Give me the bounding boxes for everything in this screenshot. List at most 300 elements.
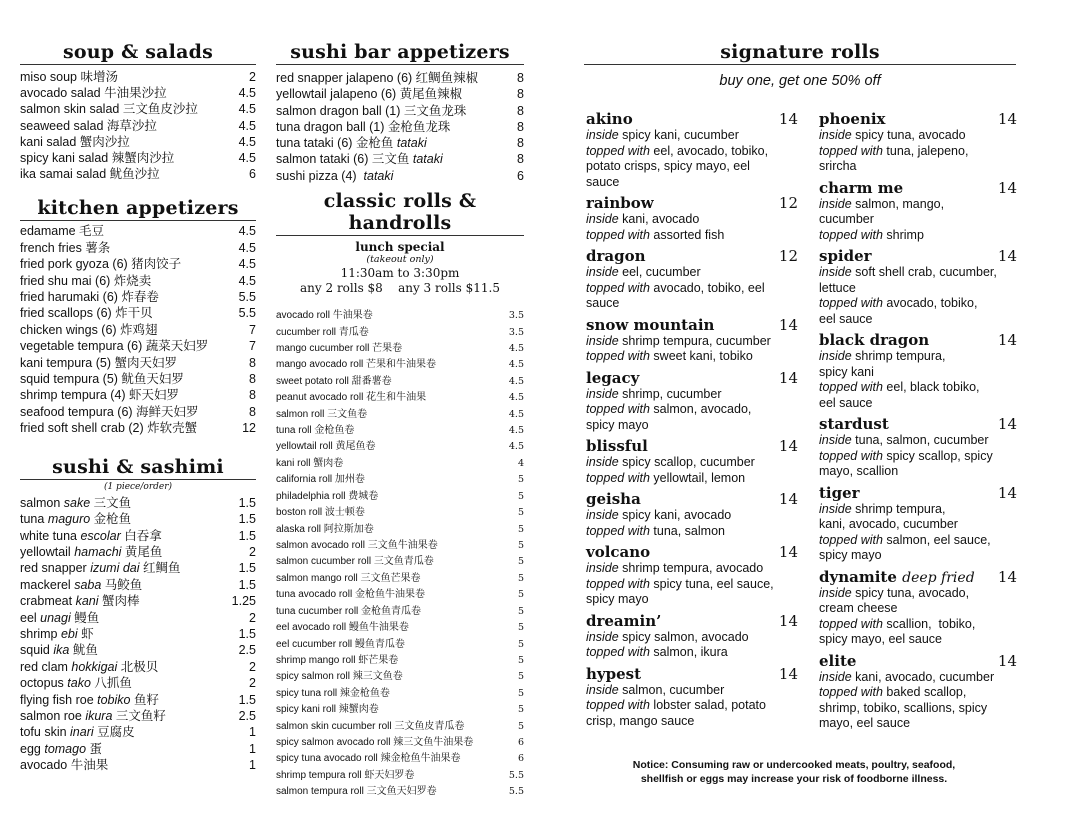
roll-desc-line xyxy=(819,197,1017,213)
item-price: 1.5 xyxy=(238,528,256,543)
roll-name-text: phoenix xyxy=(819,110,886,128)
menu-item xyxy=(20,593,256,609)
roll-desc-label: inside xyxy=(586,682,619,697)
signature-roll xyxy=(586,665,798,730)
menu-item xyxy=(20,626,256,642)
roll-price: 14 xyxy=(997,331,1017,349)
lunch-special-note: (takeout only) xyxy=(366,254,434,266)
signature-roll xyxy=(819,331,1017,411)
item-name-cn: 黄尾鱼 xyxy=(121,544,163,559)
roll-desc-text: eel, avocado, tobiko, xyxy=(649,143,769,158)
item-name xyxy=(276,86,462,102)
item-price: 5.5 xyxy=(508,769,524,781)
sushi-sashimi-title: sushi & sashimi xyxy=(20,456,256,480)
roll-desc-text: tuna, jalepeno, xyxy=(882,143,969,158)
signature-subtitle: buy one, get one 50% off xyxy=(719,73,881,89)
roll-desc-label: topped with xyxy=(586,143,650,158)
item-price: 5 xyxy=(517,556,524,568)
item-name xyxy=(276,103,466,119)
item-name: eel cucumber roll 鳗鱼青瓜卷 xyxy=(276,638,405,650)
item-name-en: shrimp xyxy=(20,626,61,641)
roll-header xyxy=(819,484,1017,502)
roll-desc-text: shrimp tempura, avocado xyxy=(618,561,764,575)
roll-desc-label: inside xyxy=(586,265,619,279)
item-name xyxy=(20,560,181,576)
item-name: french fries 薯条 xyxy=(20,240,111,255)
signature-roll xyxy=(819,247,1017,327)
roll-desc-label: topped with xyxy=(586,523,650,538)
item-name: fried soft shell crab (2) 炸软壳蟹 xyxy=(20,421,198,436)
item-price: 5 xyxy=(517,539,524,551)
item-price: 1.5 xyxy=(238,692,256,707)
roll-desc-text: spicy scallop, cucumber xyxy=(618,455,755,469)
item-price: 2 xyxy=(249,659,256,674)
roll-name xyxy=(819,484,860,502)
roll-desc-line xyxy=(819,144,1017,160)
roll-desc-line xyxy=(586,524,798,540)
item-price: 2 xyxy=(249,70,256,84)
roll-desc-text: sauce xyxy=(586,174,620,189)
menu-item xyxy=(20,659,256,675)
item-name-en: yellowtail xyxy=(20,544,75,559)
item-name-jp: saba xyxy=(74,577,102,592)
signature-roll xyxy=(586,110,798,190)
item-name: avocado salad 牛油果沙拉 xyxy=(20,86,167,101)
roll-desc-line xyxy=(819,517,1017,533)
menu-item xyxy=(276,604,524,620)
roll-desc-line xyxy=(819,228,1017,244)
signature-right-column xyxy=(819,110,1017,736)
signature-roll xyxy=(819,179,1017,244)
roll-name-text: spider xyxy=(819,247,872,265)
roll-header xyxy=(819,247,1017,265)
menu-item xyxy=(20,692,256,708)
item-price: 5 xyxy=(517,720,524,732)
item-name: spicy tuna roll 辣金枪鱼卷 xyxy=(276,687,390,699)
roll-desc-line xyxy=(586,265,798,281)
item-name-en: octopus xyxy=(20,676,68,691)
sushi-sashimi-list xyxy=(20,495,256,774)
roll-desc-text: spicy kani, avocado xyxy=(618,508,732,522)
item-name-en: tofu skin xyxy=(20,725,71,740)
roll-name xyxy=(586,543,650,561)
item-name-cn: 八抓鱼 xyxy=(90,676,132,691)
menu-item xyxy=(20,256,256,272)
menu-item xyxy=(276,86,524,102)
roll-header xyxy=(819,179,1017,197)
roll-description xyxy=(586,630,798,661)
roll-desc-line xyxy=(586,714,798,730)
roll-desc-line xyxy=(586,387,798,403)
roll-price: 14 xyxy=(997,651,1017,670)
item-name-en: crabmeat xyxy=(20,594,76,609)
roll-desc-text: spicy scallop, spicy xyxy=(882,448,993,463)
menu-item xyxy=(20,724,256,740)
item-name xyxy=(20,724,135,740)
roll-name xyxy=(586,247,646,265)
item-price: 2.5 xyxy=(238,643,256,658)
sushi-bar-list xyxy=(276,70,524,184)
roll-description xyxy=(819,128,1017,175)
menu-item xyxy=(20,387,256,403)
roll-desc-line xyxy=(586,296,798,312)
item-name xyxy=(20,544,162,560)
roll-desc-label: inside xyxy=(819,433,852,447)
menu-item xyxy=(20,289,256,305)
classic-rolls-title: classic rolls & handrolls xyxy=(276,190,524,236)
roll-desc-line xyxy=(819,548,1017,564)
roll-desc-label: inside xyxy=(586,128,619,142)
lunch-special-title: lunch special xyxy=(355,240,445,255)
roll-desc-line xyxy=(586,418,798,434)
roll-desc-label: inside xyxy=(586,455,619,469)
menu-item xyxy=(20,420,256,436)
roll-desc-text: spicy mayo xyxy=(586,592,649,606)
item-name-en: flying fish roe xyxy=(20,692,98,707)
menu-item xyxy=(276,505,524,521)
roll-price: 14 xyxy=(778,543,798,561)
sushi-note: (1 piece/order) xyxy=(103,481,173,492)
item-name: salmon roll 三文鱼卷 xyxy=(276,408,368,420)
roll-name xyxy=(586,612,661,630)
roll-desc-text: lettuce xyxy=(819,280,856,295)
menu-item xyxy=(276,768,524,784)
menu-item xyxy=(276,119,524,135)
item-price: 8 xyxy=(517,87,524,102)
roll-desc-line xyxy=(586,144,798,160)
roll-desc-text: shrimp tempura, xyxy=(851,349,946,363)
signature-roll xyxy=(819,110,1017,175)
item-name xyxy=(20,708,166,724)
roll-description xyxy=(586,508,798,539)
roll-description xyxy=(586,334,798,365)
kitchen-appetizers-list xyxy=(20,223,256,436)
menu-item xyxy=(276,522,524,538)
roll-desc-text: shrimp tempura, xyxy=(851,501,946,516)
item-price: 5 xyxy=(517,654,524,666)
item-price: 8 xyxy=(517,103,524,118)
classic-rolls-list xyxy=(276,308,524,801)
menu-item xyxy=(20,355,256,371)
item-name: fried scallops (6) 炸干贝 xyxy=(20,306,153,321)
menu-item xyxy=(20,404,256,420)
roll-desc-line xyxy=(819,396,1017,412)
signature-roll xyxy=(586,247,798,312)
item-price: 4.5 xyxy=(238,118,256,133)
item-name: ika samai salad 鱿鱼沙拉 xyxy=(20,167,160,182)
menu-item xyxy=(276,587,524,603)
menu-item xyxy=(20,708,256,724)
roll-desc-label: topped with xyxy=(819,616,883,631)
item-name-cn: 红鲷鱼 xyxy=(139,561,181,576)
roll-desc-text: salmon, eel sauce, xyxy=(882,532,991,547)
roll-desc-label: topped with xyxy=(586,402,650,416)
item-price: 8 xyxy=(517,71,524,85)
menu-item xyxy=(276,472,524,488)
roll-desc-line xyxy=(819,632,1017,648)
menu-item xyxy=(20,577,256,593)
item-name xyxy=(276,168,393,184)
item-price: 1 xyxy=(249,758,256,773)
roll-name-text: black dragon xyxy=(819,331,930,349)
roll-name xyxy=(586,316,714,334)
menu-item xyxy=(20,757,256,773)
item-name-main: salmon dragon ball (1) 三文鱼龙珠 xyxy=(276,103,467,118)
item-name-en: tuna xyxy=(20,512,48,527)
signature-left-column xyxy=(586,110,798,733)
roll-desc-label: topped with xyxy=(819,296,883,310)
roll-desc-text: spicy tuna, avocado, xyxy=(851,585,970,600)
roll-price: 14 xyxy=(997,178,1017,197)
item-price: 5 xyxy=(517,605,524,617)
roll-name xyxy=(819,652,856,670)
roll-desc-text: salmon, avocado, xyxy=(649,402,752,416)
sushi-bar-title: sushi bar appetizers xyxy=(276,41,524,65)
roll-desc-line xyxy=(819,617,1017,633)
menu-item xyxy=(276,70,524,86)
item-price: 2 xyxy=(249,676,256,691)
signature-roll xyxy=(586,543,798,608)
roll-desc-line xyxy=(819,586,1017,602)
roll-desc-line xyxy=(819,128,1017,144)
roll-desc-text: spicy mayo xyxy=(819,548,882,562)
roll-header xyxy=(586,490,798,508)
item-name-main: tuna tataki (6) 金枪鱼 xyxy=(276,136,397,151)
lunch-special-hours: 11:30am to 3:30pm xyxy=(340,266,460,281)
item-name: kani roll 蟹肉卷 xyxy=(276,457,344,469)
notice-line-2: shellfish or eggs may increase your risk of foodborne illness. xyxy=(640,773,948,785)
menu-item xyxy=(276,751,524,767)
item-name-cn: 金枪鱼 xyxy=(90,512,132,527)
item-name-en: red snapper xyxy=(20,561,91,576)
item-price: 7 xyxy=(249,322,256,337)
item-price: 1.5 xyxy=(238,626,256,641)
item-price: 6 xyxy=(517,737,524,749)
item-name-cn: 三文鱼 xyxy=(90,495,132,510)
roll-desc-text: tuna, salmon, cucumber xyxy=(851,433,989,447)
roll-header xyxy=(586,369,798,387)
roll-desc-text: srircha xyxy=(819,159,857,173)
item-name-en: salmon xyxy=(20,495,64,510)
menu-item xyxy=(276,620,524,636)
roll-name xyxy=(586,369,639,387)
roll-price: 14 xyxy=(778,664,798,683)
notice-line-1: Notice: Consuming raw or undercooked meats, poultry, seafood, xyxy=(632,759,956,771)
item-name xyxy=(276,151,443,167)
item-price: 5 xyxy=(517,671,524,683)
lunch-special-deal: any 2 rolls $8 any 3 rolls $11.5 xyxy=(300,281,500,296)
roll-desc-line xyxy=(586,281,798,297)
item-name xyxy=(20,659,158,675)
roll-name-text: legacy xyxy=(586,368,640,387)
roll-desc-line xyxy=(819,433,1017,449)
menu-item xyxy=(20,511,256,527)
roll-desc-line xyxy=(819,449,1017,465)
roll-price: 14 xyxy=(778,110,798,128)
item-price: 4.5 xyxy=(238,134,256,149)
roll-price: 14 xyxy=(778,315,798,334)
roll-desc-label: inside xyxy=(819,669,852,684)
roll-desc-text: mayo, scallion xyxy=(819,464,899,478)
item-name: philadelphia roll 费城卷 xyxy=(276,490,379,502)
roll-desc-text: shrimp, tobiko, scallions, spicy xyxy=(819,700,988,715)
roll-price: 14 xyxy=(997,110,1017,128)
roll-desc-line xyxy=(586,128,798,144)
item-price: 5.5 xyxy=(508,786,524,798)
item-price: 4.5 xyxy=(238,273,256,288)
roll-name-text: tiger xyxy=(819,483,860,502)
signature-roll xyxy=(586,490,798,539)
roll-desc-label: topped with xyxy=(586,576,650,591)
item-price: 5 xyxy=(517,490,524,502)
roll-desc-line xyxy=(819,380,1017,396)
roll-price: 14 xyxy=(778,437,798,455)
item-name-jp: kani xyxy=(75,594,99,609)
roll-desc-label: topped with xyxy=(586,280,650,295)
item-name: spicy tuna avocado roll 辣金枪鱼牛油果卷 xyxy=(276,753,461,765)
roll-desc-text: spicy mayo xyxy=(586,417,649,432)
roll-desc-line xyxy=(586,698,798,714)
roll-desc-text: spicy kani xyxy=(819,364,874,379)
menu-item xyxy=(20,544,256,560)
menu-item xyxy=(20,150,256,166)
item-name-jp: maguro xyxy=(47,512,91,527)
item-name-jp: hokkigai xyxy=(71,659,118,674)
menu-item xyxy=(20,741,256,757)
item-name-jp: escolar xyxy=(80,528,121,543)
item-name-cn: 虾 xyxy=(77,626,94,641)
menu-item xyxy=(276,554,524,570)
roll-price: 14 xyxy=(778,490,798,508)
item-price: 6 xyxy=(249,167,256,182)
roll-desc-line xyxy=(819,281,1017,297)
roll-desc-text: spicy mayo, eel sauce xyxy=(819,632,942,646)
roll-header xyxy=(586,316,798,334)
item-name: shrimp tempura roll 虾天妇罗卷 xyxy=(276,769,415,781)
roll-desc-label: inside xyxy=(819,265,852,279)
menu-item xyxy=(276,686,524,702)
item-price: 1.5 xyxy=(238,577,256,592)
roll-header xyxy=(819,110,1017,128)
roll-desc-line xyxy=(586,471,798,487)
signature-roll xyxy=(586,316,798,365)
roll-desc-text: eel, cucumber xyxy=(618,265,701,279)
roll-desc-label: inside xyxy=(586,561,619,575)
menu-item xyxy=(276,341,524,357)
roll-name-text: dynamite xyxy=(819,567,897,586)
item-name xyxy=(276,119,450,135)
menu-item xyxy=(276,168,524,184)
roll-description xyxy=(819,586,1017,648)
roll-desc-label: inside xyxy=(586,508,619,522)
item-name xyxy=(20,593,140,609)
roll-desc-line xyxy=(819,670,1017,686)
roll-desc-label: inside xyxy=(586,212,619,226)
item-name-jp: sake xyxy=(63,495,91,510)
item-name: shrimp mango roll 虾芒果卷 xyxy=(276,654,399,666)
roll-name xyxy=(819,331,929,349)
item-name xyxy=(20,642,98,658)
item-price: 2.5 xyxy=(238,708,256,723)
roll-desc-label: inside xyxy=(819,585,852,600)
item-name-en: white tuna xyxy=(20,528,81,543)
item-price: 4.5 xyxy=(508,375,524,387)
item-name: squid tempura (5) 鱿鱼天妇罗 xyxy=(20,372,184,387)
item-name-en: avocado 牛油果 xyxy=(20,758,109,773)
roll-desc-label: topped with xyxy=(819,685,883,699)
item-price: 8 xyxy=(517,136,524,151)
item-name-cn: 马鲛鱼 xyxy=(101,577,143,592)
column-right xyxy=(584,0,1016,89)
menu-item xyxy=(20,322,256,338)
item-price: 5 xyxy=(517,704,524,716)
roll-desc-label: inside xyxy=(586,333,619,348)
item-name xyxy=(276,135,427,151)
menu-item xyxy=(276,538,524,554)
menu-item xyxy=(276,439,524,455)
roll-desc-text: avocado, tobiko, eel xyxy=(649,280,765,295)
item-name: spicy kani salad 辣蟹肉沙拉 xyxy=(20,151,175,166)
item-name xyxy=(20,495,131,511)
item-price: 5 xyxy=(517,589,524,601)
roll-desc-label: topped with xyxy=(586,470,650,485)
item-name-cn: 鳗鱼 xyxy=(70,610,100,625)
roll-desc-line xyxy=(586,630,798,646)
roll-name xyxy=(586,490,641,508)
roll-desc-label: topped with xyxy=(819,532,883,547)
menu-item xyxy=(20,675,256,691)
menu-item xyxy=(276,571,524,587)
roll-desc-line xyxy=(819,701,1017,717)
roll-name xyxy=(819,415,889,433)
roll-description xyxy=(586,128,798,190)
roll-desc-line xyxy=(819,365,1017,381)
item-name-main: red snapper jalapeno (6) 红鲷鱼辣椒 xyxy=(276,71,479,85)
menu-item xyxy=(276,637,524,653)
menu-item xyxy=(20,101,256,117)
menu-item xyxy=(20,166,256,182)
roll-desc-line xyxy=(819,716,1017,732)
item-price: 4.5 xyxy=(508,425,524,437)
roll-name-text: elite xyxy=(819,651,857,670)
item-price: 1.5 xyxy=(238,512,256,527)
item-price: 4.5 xyxy=(238,86,256,101)
signature-rolls-title: signature rolls xyxy=(584,41,1016,65)
item-name: fried harumaki (6) 炸春卷 xyxy=(20,290,159,305)
roll-desc-line xyxy=(586,561,798,577)
roll-desc-line xyxy=(819,212,1017,228)
menu-item xyxy=(20,338,256,354)
roll-desc-text: eel, black tobiko, xyxy=(882,380,980,394)
roll-header xyxy=(819,652,1017,670)
item-name-cn: 北极贝 xyxy=(117,659,159,674)
roll-desc-line xyxy=(819,349,1017,365)
item-name: yellowtail roll 黄尾鱼卷 xyxy=(276,441,376,453)
roll-desc-label: topped with xyxy=(586,349,650,363)
item-name-jp: tomago xyxy=(44,741,87,756)
item-price: 5 xyxy=(517,622,524,634)
roll-name xyxy=(819,247,872,265)
item-name-cn: 三文鱼籽 xyxy=(112,708,166,723)
item-name: tuna cucumber roll 金枪鱼青瓜卷 xyxy=(276,605,422,617)
roll-desc-line xyxy=(819,601,1017,617)
roll-description xyxy=(586,561,798,608)
roll-price: 14 xyxy=(997,483,1017,502)
roll-desc-text: crisp, mango sauce xyxy=(586,713,695,728)
roll-name xyxy=(586,437,648,455)
roll-desc-text: shrimp, cucumber xyxy=(618,386,722,401)
roll-desc-line xyxy=(586,228,798,244)
